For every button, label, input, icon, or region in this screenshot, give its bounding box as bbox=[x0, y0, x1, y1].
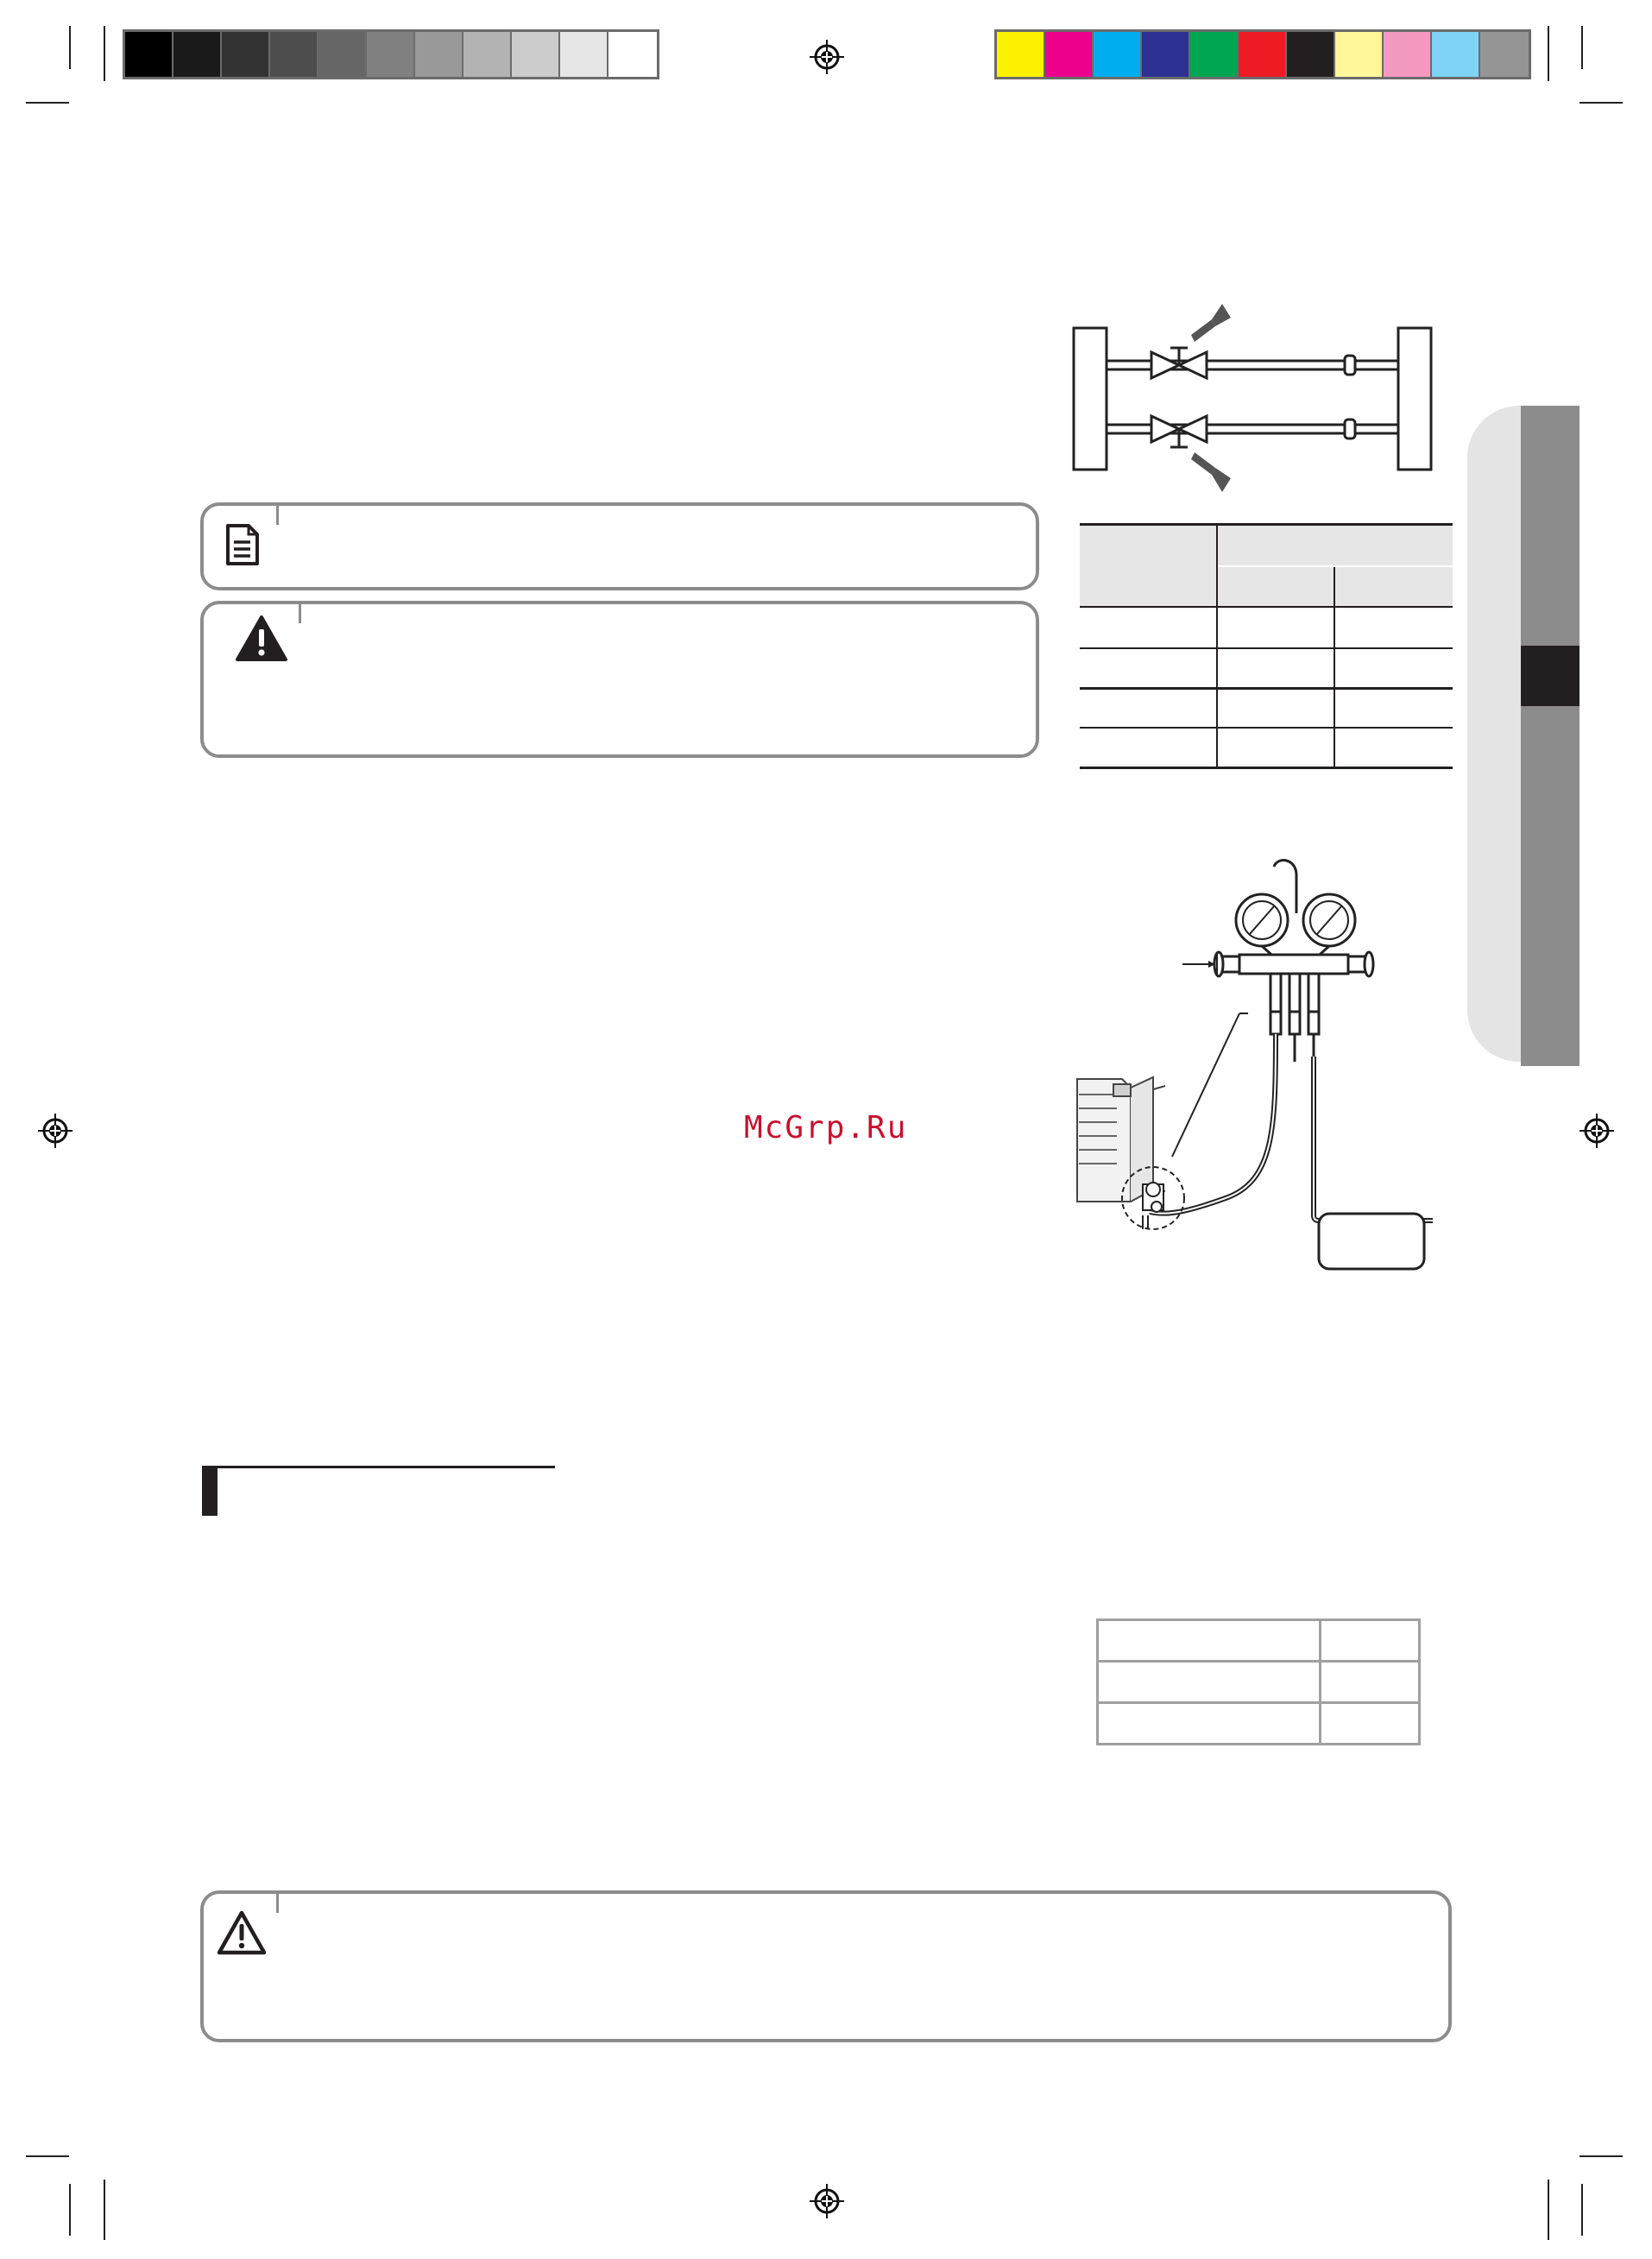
registration-mark-top bbox=[810, 40, 844, 74]
calibration-swatch bbox=[1287, 32, 1335, 77]
crop-mark bbox=[1579, 102, 1623, 104]
warning-box bbox=[200, 601, 1039, 758]
chapter-side-tab-active bbox=[1521, 646, 1579, 706]
note-document-icon bbox=[223, 523, 262, 566]
crop-mark bbox=[1579, 2155, 1623, 2157]
spec-table-bottom bbox=[1096, 1619, 1421, 1745]
color-calibration-bar bbox=[994, 29, 1531, 79]
calibration-swatch bbox=[222, 32, 270, 77]
crop-mark bbox=[1581, 2184, 1583, 2236]
calibration-swatch bbox=[1190, 32, 1239, 77]
crop-mark bbox=[26, 2155, 69, 2157]
caution-box bbox=[200, 1890, 1452, 2042]
calibration-swatch bbox=[270, 32, 318, 77]
note-box bbox=[200, 502, 1039, 590]
section-heading-marker bbox=[202, 1466, 218, 1516]
crop-mark bbox=[69, 26, 71, 69]
crop-mark bbox=[1548, 2180, 1549, 2240]
watermark-text: McGrp.Ru bbox=[744, 1110, 908, 1145]
calibration-swatch bbox=[1142, 32, 1190, 77]
calibration-swatch bbox=[173, 32, 222, 77]
crop-mark bbox=[104, 2180, 105, 2240]
registration-mark-left bbox=[38, 1114, 73, 1148]
crop-mark bbox=[69, 2184, 71, 2236]
crop-mark bbox=[104, 26, 105, 81]
calibration-swatch bbox=[997, 32, 1045, 77]
table-row bbox=[1098, 1662, 1420, 1703]
manifold-gauge-illustration bbox=[1070, 853, 1433, 1272]
calibration-swatch bbox=[1480, 32, 1529, 77]
calibration-swatch bbox=[1384, 32, 1432, 77]
crop-mark bbox=[26, 102, 69, 104]
registration-mark-bottom bbox=[810, 2184, 844, 2218]
calibration-swatch bbox=[415, 32, 463, 77]
calibration-swatch bbox=[1094, 32, 1142, 77]
caution-triangle-outline-icon bbox=[216, 1909, 268, 1956]
calibration-swatch bbox=[1335, 32, 1384, 77]
calibration-swatch bbox=[608, 32, 657, 77]
calibration-swatch bbox=[1239, 32, 1287, 77]
table-row bbox=[1098, 1703, 1420, 1745]
warning-triangle-filled-icon bbox=[235, 615, 288, 663]
chapter-side-tab-strip bbox=[1521, 406, 1579, 1066]
grayscale-calibration-bar bbox=[123, 29, 659, 79]
calibration-swatch bbox=[560, 32, 608, 77]
calibration-swatch bbox=[125, 32, 173, 77]
table-row bbox=[1098, 1620, 1420, 1662]
calibration-swatch bbox=[318, 32, 367, 77]
crop-mark bbox=[1581, 26, 1583, 69]
spec-table-top bbox=[1080, 523, 1453, 770]
calibration-swatch bbox=[463, 32, 512, 77]
calibration-swatch bbox=[367, 32, 415, 77]
calibration-swatch bbox=[512, 32, 560, 77]
valve-piping-diagram bbox=[1067, 300, 1438, 509]
section-heading-rule bbox=[218, 1466, 555, 1468]
calibration-swatch bbox=[1432, 32, 1480, 77]
calibration-swatch bbox=[1045, 32, 1094, 77]
registration-mark-right bbox=[1579, 1114, 1614, 1148]
crop-mark bbox=[1548, 26, 1549, 81]
